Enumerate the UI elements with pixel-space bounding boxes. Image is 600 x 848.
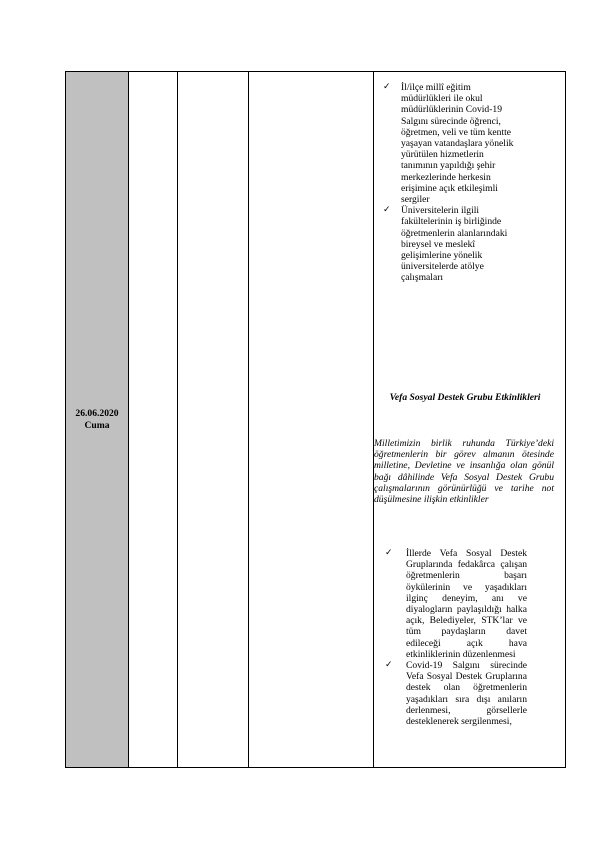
empty-cell-1 (129, 72, 178, 768)
checkmark-icon: ✓ (385, 548, 393, 558)
bottom-activity-list (385, 548, 527, 728)
list-item (383, 205, 523, 284)
activities-content (374, 72, 565, 767)
date-cell (66, 72, 129, 768)
list-item-text: İl/ilçe millî eğitim müdürlükleri ile okul müdürlüklerinin Covid-19 Salgını sürecinde öğrenci, öğretmen, veli ve tüm kentte yaşayan vatandaşlara yönelik yürütülen hizmetlerin tanımının yapıldığı şehir merkezlerinde herkesin erişimine açık etkileşimli sergiler (401, 82, 514, 206)
list-item (383, 82, 523, 206)
day-text: Cuma (84, 419, 110, 431)
empty-cell-2 (178, 72, 249, 768)
checkmark-icon: ✓ (383, 82, 391, 92)
checkmark-icon: ✓ (383, 205, 391, 216)
schedule-table (65, 71, 566, 768)
list-item-text: Covid-19 Salgını sürecinde Vefa Sosyal Destek Gruplarına destek olan öğretmenlerin yaşadıkları sıra dışı anıların derlenmesi, görsellerle desteklenerek sergilenmesi, (406, 660, 527, 728)
list-item-text: İllerde Vefa Sosyal Destek Gruplarında fedakârca çalışan öğretmenlerin başarı öykülerinin ve yaşadıkları ilginç deneyim, anı ve diyalogların paylaşıldığı halka açık, Belediyeler, STK’lar ve tüm paydaşların davet edileceği açık hava etkinliklerinin düzenlenmesi (406, 548, 527, 660)
intro-paragraph: Milletimizin birlik ruhunda Türkiye’deki öğretmenlerin bir görev almanın ötesinde milletine, Devletine ve insanlığa olan gönül bağı dâhilinde Vefa Sosyal Destek Grubu çalışmalarının görünürlüğü ve tarihe not düşülmesine ilişkin etkinlikler (374, 438, 554, 506)
checkmark-icon: ✓ (385, 660, 393, 671)
list-item (385, 548, 527, 660)
list-item-text: Üniversitelerin ilgili fakültelerinin iş birliğinde öğretmenlerin alanlarındaki bireysel ve meslekî gelişimlerine yönelik üniversitelerde atölye çalışmaları (401, 205, 508, 284)
list-item (385, 660, 527, 728)
top-activity-list (383, 82, 523, 284)
date-text: 26.06.2020 (75, 407, 119, 419)
section-title: Vefa Sosyal Destek Grubu Etkinlikleri (389, 392, 541, 403)
table-row (66, 72, 566, 768)
activities-cell (374, 72, 566, 768)
empty-cell-3 (249, 72, 374, 768)
